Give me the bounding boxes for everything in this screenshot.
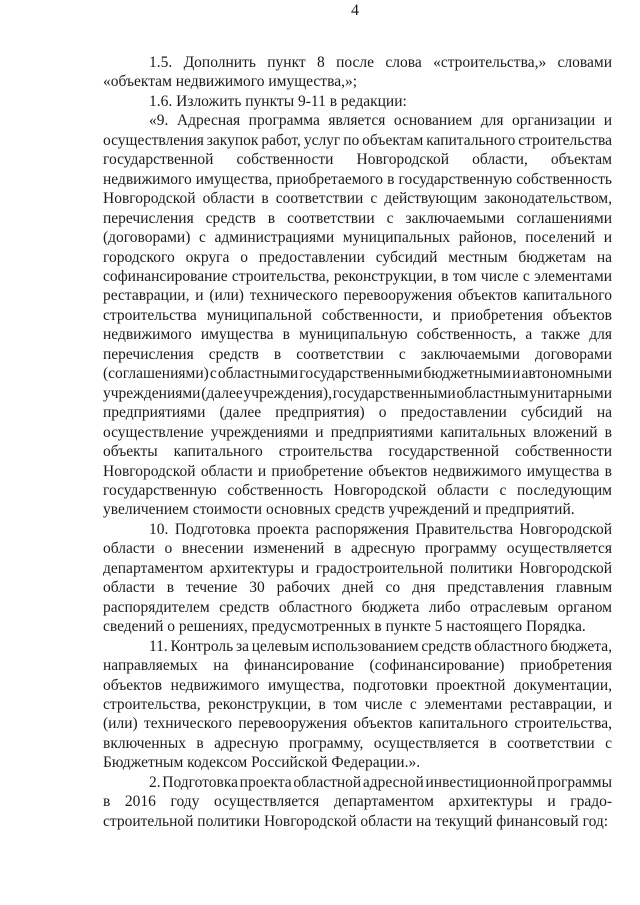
paragraph-p10 — [103, 520, 612, 637]
text-line: объектов недвижимого имущества, подготовки проектной документации, — [103, 676, 612, 694]
text-line: недвижимого имущества в муниципальную собственность, а также для — [103, 326, 612, 344]
text-line: 2. Подготовка проекта областной адресной инвестиционной программы — [149, 773, 612, 791]
text-line: 11. Контроль за целевым использованием средств областного бюджета, — [149, 637, 612, 655]
text-line: (или) технического перевооружения объектов капитального строительства, — [103, 715, 612, 733]
paragraph-p2 — [103, 773, 612, 831]
text-line: Бюджетным кодексом Российской Федерации.». — [103, 754, 421, 772]
text-line: 10. Подготовка проекта распоряжения Правительства Новгородской — [149, 520, 612, 538]
text-line: направляемых на финансирование (софинансирование) приобретения — [103, 657, 612, 675]
text-line: Новгородской области в соответствии с действующим законодательством, — [103, 190, 612, 208]
text-line: реставрации, и (или) технического перевооружения объектов капитального — [103, 287, 612, 305]
paragraph-p11 — [103, 637, 612, 773]
text-line: городского округа о предоставлении субсидий местным бюджетам на — [103, 248, 612, 266]
text-line: перечисления средств в соответствии с заключаемыми договорами — [103, 345, 612, 363]
text-line: строительной политики Новгородской области на текущий финансовый год: — [103, 812, 609, 830]
page-number: 4 — [351, 2, 359, 19]
text-line: в 2016 году осуществляется департаментом архитектуры и градо- — [103, 793, 612, 811]
text-line: департаментом архитектуры и градостроительной политики Новгородской — [103, 559, 612, 577]
text-line: софинансирование строительства, реконструкции, в том числе с элементами — [103, 267, 612, 285]
text-line: 1.6. Изложить пункты 9-11 в редакции: — [149, 92, 407, 110]
text-line: предприятиями (далее предприятия) о предоставлении субсидий на — [103, 404, 612, 422]
text-line: области о внесении изменений в адресную программу осуществляется — [103, 540, 612, 558]
text-line: перечисления средств в соответствии с заключаемыми соглашениями — [103, 209, 612, 227]
text-line: (соглашениями) с областными государственными бюджетными и автономными — [103, 365, 612, 383]
text-line: увеличением стоимости основных средств учреждений и предприятий. — [103, 501, 575, 519]
text-line: «объектам недвижимого имущества,»; — [103, 73, 358, 91]
text-line: 1.5. Дополнить пункт 8 после слова «строительства,» словами — [149, 54, 612, 71]
text-line: государственной собственности Новгородской области, объектам — [103, 151, 612, 169]
document-body — [103, 53, 612, 831]
text-line: включенных в адресную программу, осуществляется в соответствии с — [103, 734, 612, 752]
text-line: области в течение 30 рабочих дней со дня представления главным — [103, 579, 612, 597]
text-line: распорядителем средств областного бюджета либо отраслевым органом — [103, 598, 612, 616]
paragraph-p1-6 — [103, 92, 612, 111]
text-line: Новгородской области и приобретение объектов недвижимого имущества в — [103, 462, 612, 480]
text-line: строительства муниципальной собственности, и приобретения объектов — [103, 306, 612, 324]
text-line: осуществления закупок работ, услуг по объектам капитального строительства — [103, 131, 612, 149]
text-line: объекты капитального строительства государственной собственности — [103, 443, 612, 461]
paragraph-p9 — [103, 111, 612, 520]
text-line: (договорами) с администрациями муниципальных районов, поселений и — [103, 229, 612, 247]
text-line: государственную собственность Новгородской области с последующим — [103, 481, 612, 499]
text-line: строительства, реконструкции, в том числе с элементами реставрации, и — [103, 695, 612, 713]
text-line: недвижимого имущества, приобретаемого в государственную собственность — [103, 170, 612, 188]
text-line: учреждениями (далее учреждения), государственными областным унитарными — [103, 384, 612, 402]
text-line: «9. Адресная программа является основанием для организации и — [149, 112, 612, 130]
paragraph-p1-5 — [103, 53, 612, 92]
text-line: сведений о решениях, предусмотренных в пункте 5 настоящего Порядка. — [103, 618, 586, 636]
text-line: осуществление учреждениями и предприятиями капитальных вложений в — [103, 423, 612, 441]
